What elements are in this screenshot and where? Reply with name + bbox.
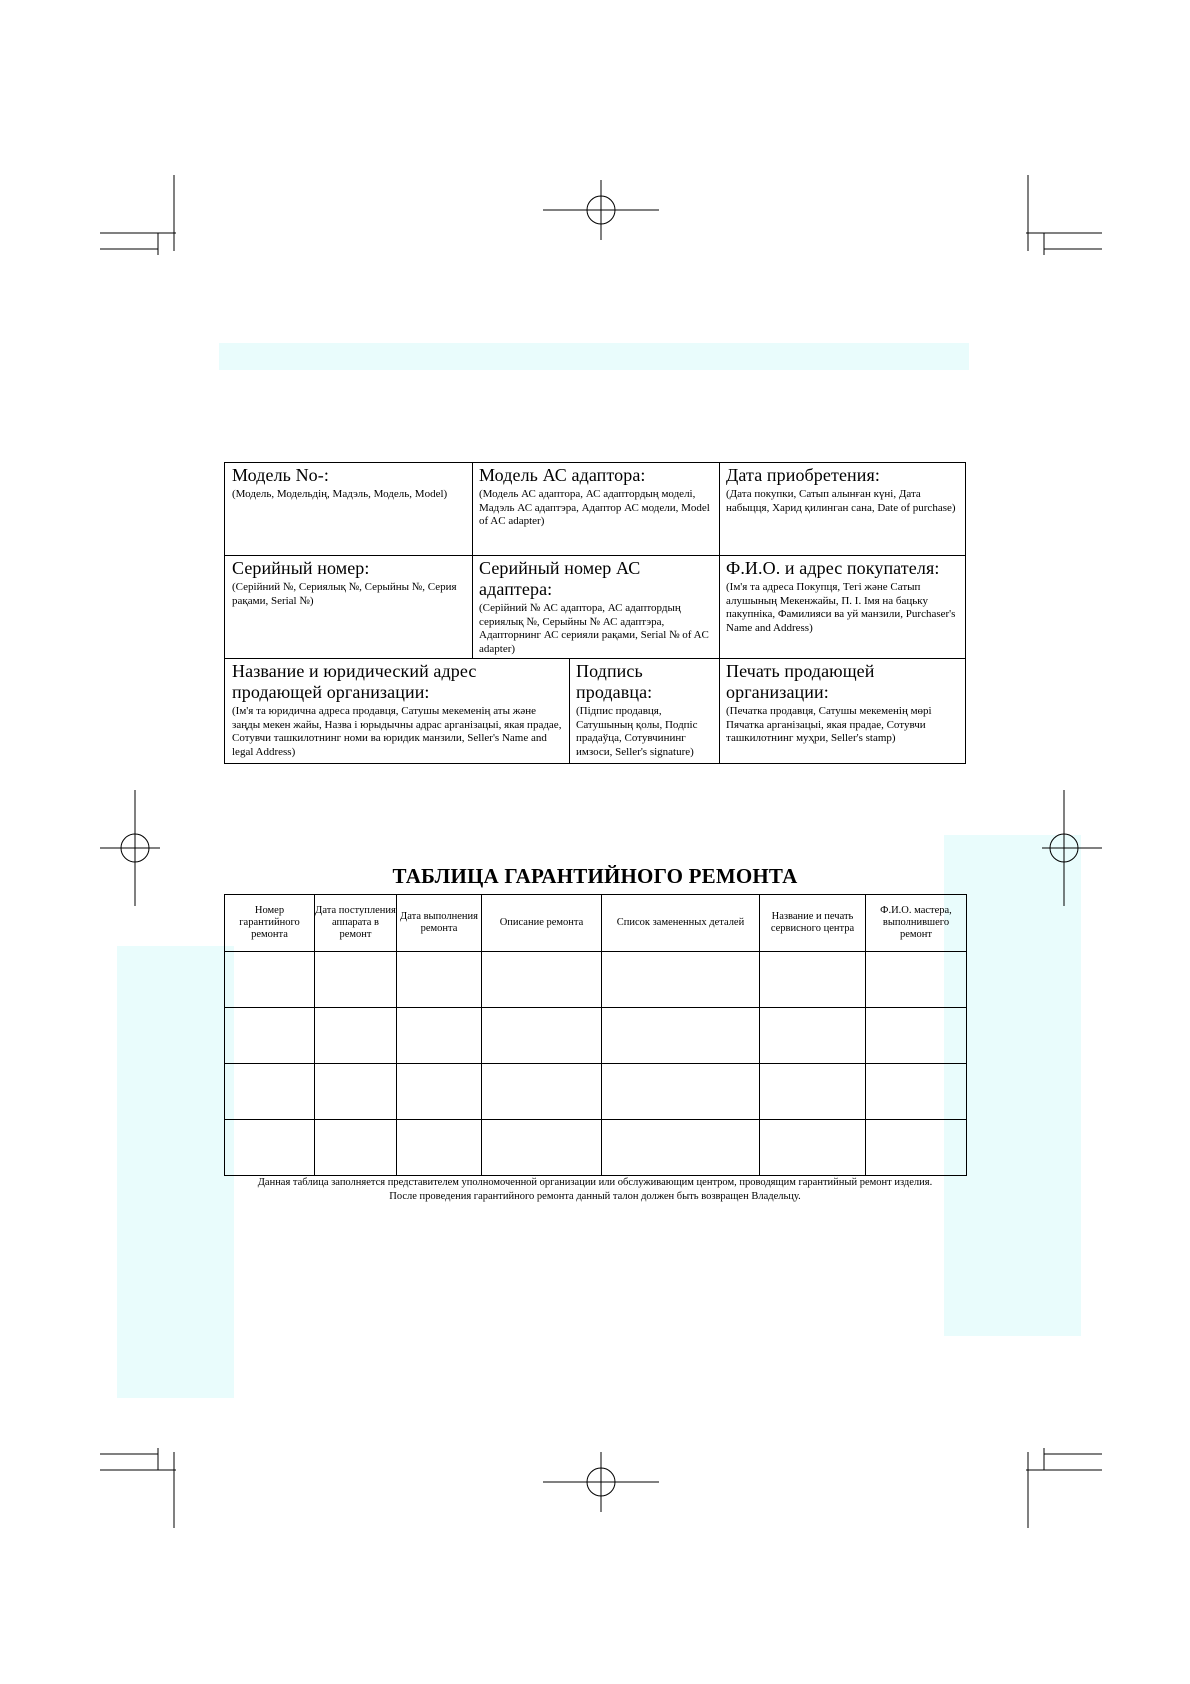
crop-mark-top-right-icon: [1022, 175, 1102, 255]
table-cell[interactable]: [225, 1064, 315, 1120]
table-cell[interactable]: [482, 1008, 602, 1064]
column-header: Ф.И.О. мастера, выполнившего ремонт: [866, 895, 967, 952]
column-header: Название и печать сервисного центра: [760, 895, 866, 952]
field-title: Печать продающей организации:: [726, 661, 875, 702]
field-subtitle: (Дата покупки, Сатып алынған күні, Дата набыцця, Харид қилинган сана, Date of purchase): [726, 488, 956, 514]
field-subtitle: (Ім'я та юридична адреса продавця, Сатушы мекеменің аты және заңды мекен жайы, Назва і юрыдычны адрас арганізацыі, якая прадае, Сотувчи ташкилотнинг номи ва юридик манзили, Seller's Name and legal Address): [232, 705, 562, 758]
column-header: Описание ремонта: [482, 895, 602, 952]
serial-number-field[interactable]: [225, 556, 472, 658]
table-cell[interactable]: [225, 1120, 315, 1176]
table-header-row: [225, 895, 967, 952]
note-line: После проведения гарантийного ремонта данный талон должен быть возвращен Владельцу.: [389, 1191, 801, 1202]
table-cell[interactable]: [397, 1064, 482, 1120]
field-title: Название и юридический адрес продающей организации:: [232, 661, 477, 702]
header-tint-band: [219, 343, 969, 370]
repair-table-title: ТАБЛИЦА ГАРАНТИЙНОГО РЕМОНТА: [392, 864, 798, 888]
table-cell[interactable]: [315, 952, 397, 1008]
table-cell[interactable]: [482, 1064, 602, 1120]
crop-mark-bottom-right-icon: [1022, 1448, 1102, 1528]
table-row: [225, 1120, 967, 1176]
table-cell[interactable]: [866, 1120, 967, 1176]
field-title: Серийный номер:: [232, 558, 370, 578]
seller-name-address-field[interactable]: [225, 659, 569, 763]
field-title: Ф.И.О. и адрес покупателя:: [726, 558, 940, 578]
crop-mark-bottom-left-icon: [100, 1448, 180, 1528]
seller-signature-field[interactable]: [569, 659, 719, 763]
field-subtitle: (Серійний № АС адаптора, АС адаптордың сериялық №, Серыйны № АС адаптэра, Адапторнинг АС серияли рақами, Serial № of AC adapter): [479, 602, 709, 655]
left-tint-panel: [117, 946, 234, 1398]
table-cell[interactable]: [482, 1120, 602, 1176]
table-cell[interactable]: [866, 952, 967, 1008]
table-cell[interactable]: [602, 1064, 760, 1120]
field-title: Модель АС адаптора:: [479, 465, 646, 485]
field-subtitle: (Модель АС адаптора, АС адаптордың моделі, Мадэль АС адаптэра, Адаптор АС модели, Model of AC adapter): [479, 488, 710, 527]
purchase-date-field[interactable]: [719, 463, 965, 555]
table-cell[interactable]: [602, 952, 760, 1008]
repair-table: [224, 894, 967, 1176]
table-cell[interactable]: [225, 1008, 315, 1064]
column-header: Дата поступления аппарата в ремонт: [315, 895, 397, 952]
table-cell[interactable]: [315, 1120, 397, 1176]
field-title: Подпись продавца:: [576, 661, 653, 702]
table-cell[interactable]: [866, 1064, 967, 1120]
crop-mark-top-left-icon: [100, 175, 180, 255]
seller-stamp-field[interactable]: [719, 659, 965, 763]
table-cell[interactable]: [225, 952, 315, 1008]
table-row: [225, 1064, 967, 1120]
ac-adapter-model-field[interactable]: [472, 463, 719, 555]
purchaser-name-address-field[interactable]: [719, 556, 965, 658]
table-cell[interactable]: [602, 1120, 760, 1176]
table-cell[interactable]: [315, 1008, 397, 1064]
warranty-card: [224, 462, 966, 764]
field-subtitle: (Модель, Модельдің, Мадэль, Модель, Model): [232, 488, 448, 500]
table-cell[interactable]: [397, 952, 482, 1008]
model-number-field[interactable]: [225, 463, 472, 555]
ac-adapter-serial-field[interactable]: [472, 556, 719, 658]
registration-target-top-icon: [543, 180, 659, 240]
field-subtitle: (Печатка продавця, Сатушы мекеменің мөрі Пячатка арганізацыі, якая прадае, Сотувчи ташкилотнинг муҳри, Seller's stamp): [726, 705, 932, 744]
table-cell[interactable]: [760, 1008, 866, 1064]
column-header: Список замененных деталей: [602, 895, 760, 952]
table-row: [225, 952, 967, 1008]
table-cell[interactable]: [397, 1008, 482, 1064]
column-header: Дата выполнения ремонта: [397, 895, 482, 952]
registration-target-bottom-icon: [543, 1452, 659, 1512]
registration-target-right-icon: [1038, 790, 1102, 906]
field-subtitle: (Підпис продавця, Сатушының қолы, Подпіс прадаўца, Сотувчининг имзоси, Seller's signature): [576, 705, 698, 758]
table-cell[interactable]: [866, 1008, 967, 1064]
table-cell[interactable]: [760, 952, 866, 1008]
field-title: Серийный номер АС адаптера:: [479, 558, 641, 599]
field-title: Дата приобретения:: [726, 465, 880, 485]
field-subtitle: (Серійний №, Сериялық №, Серыйны №, Серия рақами, Serial №): [232, 581, 457, 607]
field-title: Модель No-:: [232, 465, 329, 485]
repair-table-note: [224, 1176, 966, 1204]
table-cell[interactable]: [315, 1064, 397, 1120]
table-row: [225, 1008, 967, 1064]
table-cell[interactable]: [760, 1120, 866, 1176]
registration-target-left-icon: [100, 790, 160, 906]
table-cell[interactable]: [602, 1008, 760, 1064]
table-cell[interactable]: [397, 1120, 482, 1176]
field-subtitle: (Ім'я та адреса Покупця, Тегі және Сатып алушының Мекенжайы, П. І. Імя на бацьку пакупніка, Фамилияси ва уй манзили, Purchaser's Name and Address): [726, 581, 956, 634]
note-line: Данная таблица заполняется представителем уполномоченной организации или обслуживающим центром, проводящим гарантийный ремонт изделия.: [257, 1177, 933, 1188]
table-cell[interactable]: [760, 1064, 866, 1120]
column-header: Номер гарантийного ремонта: [225, 895, 315, 952]
table-cell[interactable]: [482, 952, 602, 1008]
